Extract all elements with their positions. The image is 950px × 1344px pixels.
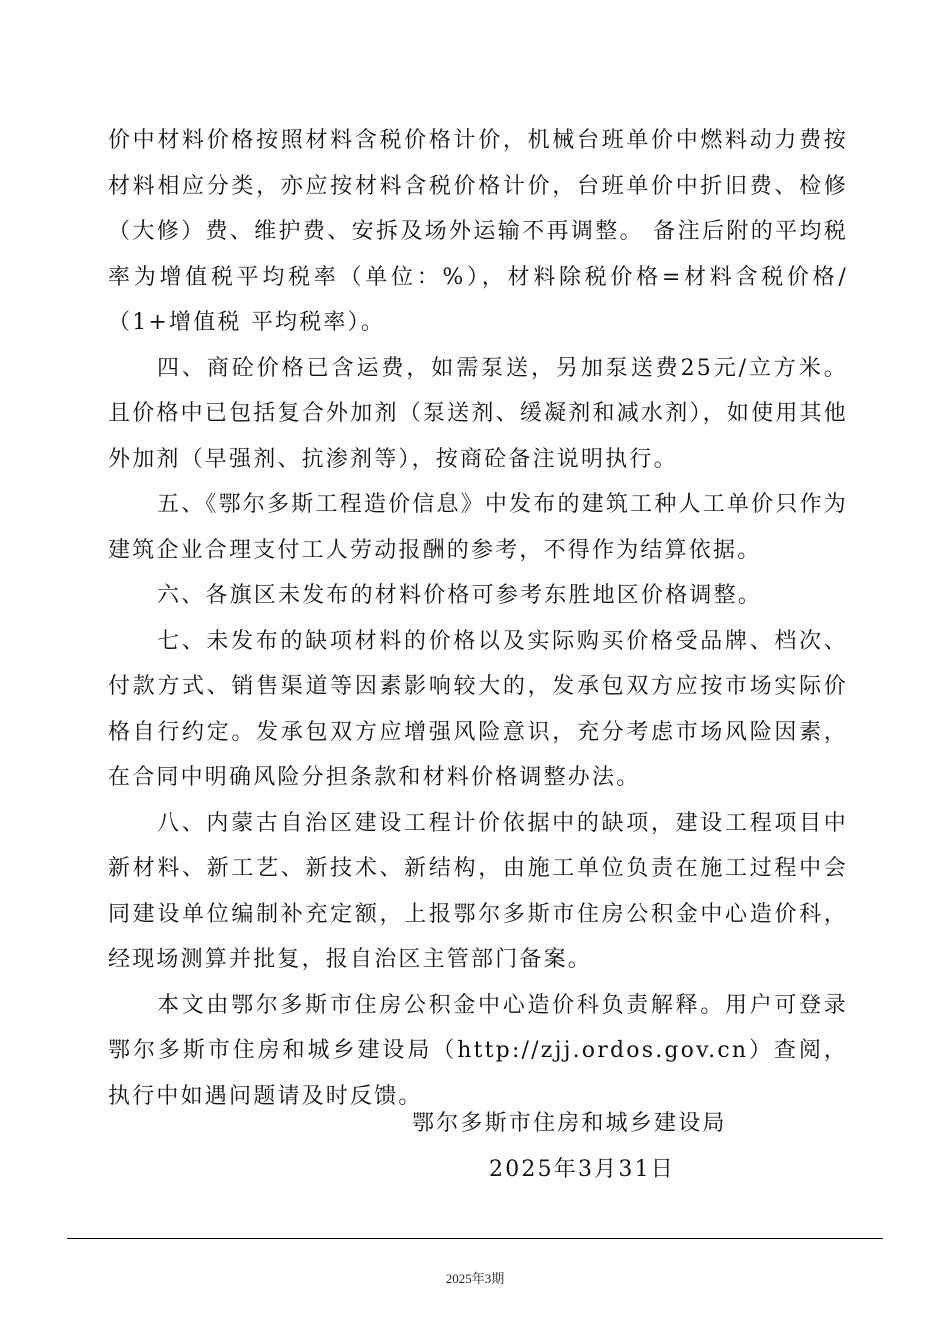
paragraph-item-5: 五、《鄂尔多斯工程造价信息》中发布的建筑工种人工单价只作为建筑企业合理支付工人劳动报酬的参考，不得作为结算依据。 — [108, 492, 848, 563]
signature-date: 2025年3月31日 — [489, 1157, 675, 1182]
footer-divider — [67, 1238, 883, 1239]
paragraph-continued: 价中材料价格按照材料含税价格计价，机械台班单价中燃料动力费按材料相应分类，亦应按材料含税价格计价，台班单价中折旧费、检修（大修）费、维护费、安拆及场外运输不再调整。 备注后附的平均税率为增值税平均税率（单位：%），材料除税价格=材料含税价格/（1+增值税 平均税率）。 — [108, 128, 848, 335]
footer-issue-label: 2025年3期 — [445, 1271, 505, 1286]
paragraph-item-7: 七、未发布的缺项材料的价格以及实际购买价格受品牌、档次、付款方式、销售渠道等因素影响较大的，发承包双方应按市场实际价格自行约定。发承包双方应增强风险意识，充分考虑市场风险因素，在合同中明确风险分担条款和材料价格调整办法。 — [108, 628, 848, 790]
document-body — [108, 118, 848, 1119]
paragraph-closing-note: 本文由鄂尔多斯市住房公积金中心造价科负责解释。用户可登录鄂尔多斯市住房和城乡建设局（http://zjj.ordos.gov.cn）查阅，执行中如遇问题请及时反馈。 — [108, 992, 848, 1109]
signature-organization: 鄂尔多斯市住房和城乡建设局 — [412, 1111, 727, 1136]
paragraph-item-6: 六、各旗区未发布的材料价格可参考东胜地区价格调整。 — [157, 583, 763, 608]
paragraph-item-8: 八、内蒙古自治区建设工程计价依据中的缺项，建设工程项目中新材料、新工艺、新技术、新结构，由施工单位负责在施工过程中会同建设单位编制补充定额，上报鄂尔多斯市住房公积金中心造价科，经现场测算并批复，报自治区主管部门备案。 — [108, 810, 848, 972]
paragraph-item-4: 四、商砼价格已含运费，如需泵送，另加泵送费25元/立方米。且价格中已包括复合外加剂（泵送剂、缓凝剂和减水剂），如使用其他外加剂（早强剂、抗渗剂等），按商砼备注说明执行。 — [108, 355, 848, 472]
